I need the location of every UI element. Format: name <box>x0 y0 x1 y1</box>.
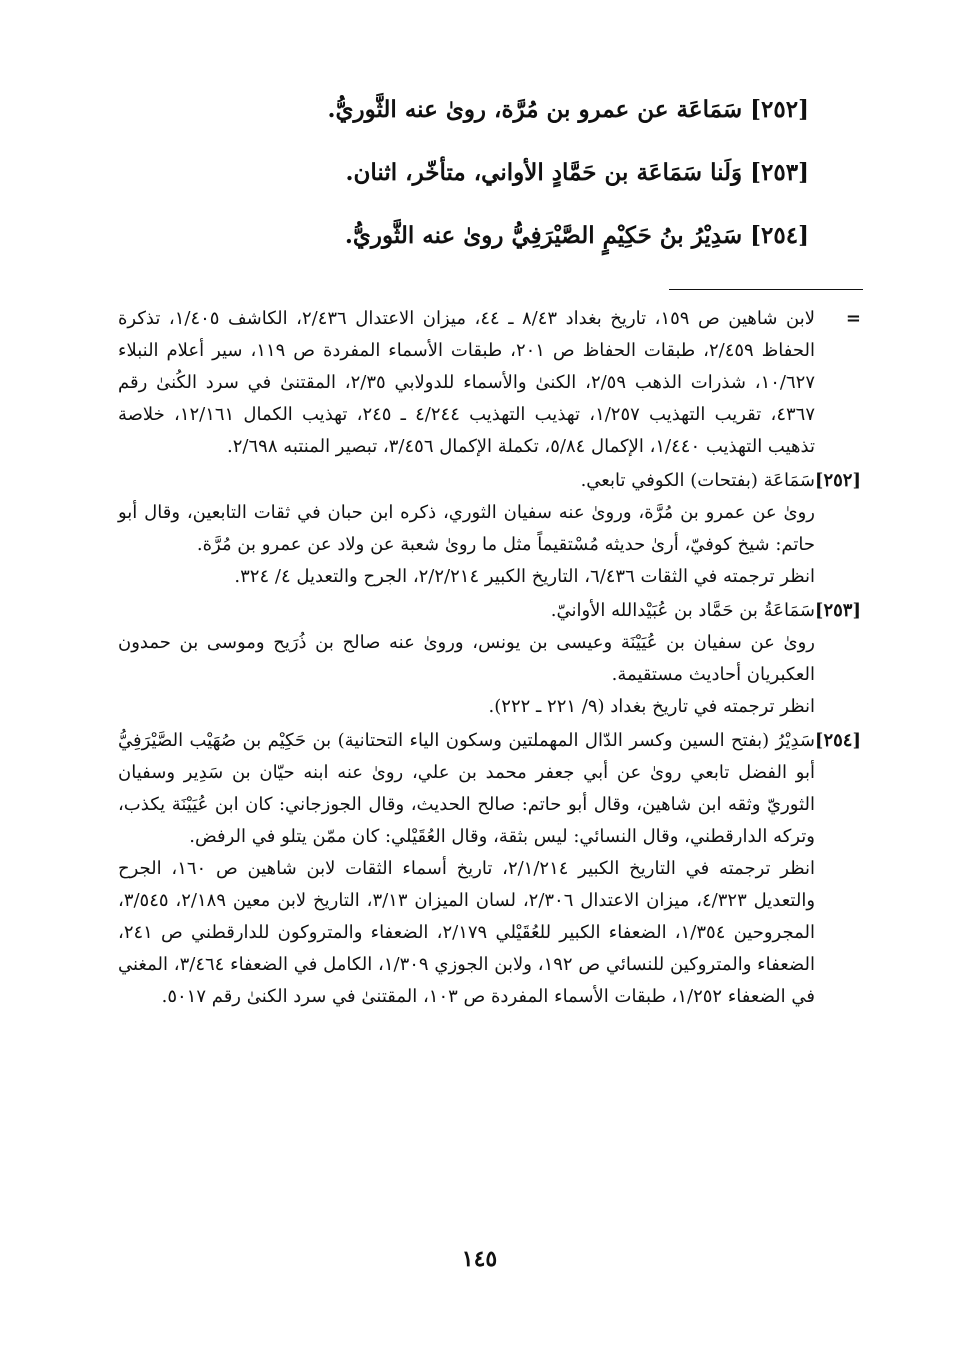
main-entry-254: [٢٥٤] سَدِيْرُ بنُ حَكِيْمٍ الصَّيْرَفِيُّ روىٰ عنه الثَّوريُّ. <box>344 222 809 249</box>
footnote-254 <box>118 725 861 1013</box>
footnote-continuation-text: لابن شاهين ص ١٥٩، تاريخ بغداد ٨/٤٣ ـ ٤٤، ميزان الاعتدال ٢/٤٣٦، الكاشف ١/٤٠٥، تذكرة الحفاظ ٢/٤٥٩، طبقات الحفاظ ص ٢٠١، طبقات الأسماء المفردة ص ١١٩، سير أعلام النبلاء ١٠/٦٢٧، شذرات الذهب ٢/٥٩، الكنىٰ والأسماء للدولابي ٢/٣٥، المقتنىٰ في سرد الكُنىٰ رقم ٤٣٦٧، تقريب التهذيب ١/٢٥٧، تهذيب التهذيب ٤/٢٤٤ ـ ٢٤٥، تهذيب الكمال ١٢/١٦١، خلاصة تذهيب التهذيب ١/٤٤٠، الإكمال ٥/٨٤، تكملة الإكمال ٣/٤٥٦، تبصير المنتبه ٢/٦٩٨. <box>118 308 816 457</box>
main-entry-252: [٢٥٢] سَمَاعَة عن عمرو بن مُرَّة، روىٰ عنه الثَّوريُّ. <box>327 96 809 123</box>
footnote-mark: [٢٥٤] <box>814 730 861 751</box>
main-entry-253: [٢٥٣] وَلَنا سَمَاعَة بن حَمَّادٍ الأواني، متأخّر، اثنان. <box>345 159 809 186</box>
footnote-paragraph: روىٰ عن عمرو بن مُرَّة، وروىٰ عنه سفيان الثوري، ذكره ابن حبان في ثقات التابعين، وقال أبو حاتم: شيخ كوفيّ، أرىٰ حديثه مُسْتقيماً مثل ما روىٰ شعبة عن ولاد عن عمرو بن مُرَّة. <box>118 502 815 555</box>
footnote-mark: [٢٥٢] <box>814 470 861 491</box>
footnote-references: انظر ترجمته في تاريخ بغداد (٩/ ٢٢١ ـ ٢٢٢). <box>488 696 815 717</box>
footnote-mark: [٢٥٣] <box>814 600 861 621</box>
footnote-references: انظر ترجمته في التاريخ الكبير ٢/١/٢١٤، تاريخ أسماء الثقات لابن شاهين ص ١٦٠، الجرح والتعديل ٤/٣٢٣، ميزان الاعتدال ٢/٣٠٦، لسان الميزان ٣/١٣، التاريخ لابن معين ٢/١٨٩، ٣/٥٤٥، المجروحين ١/٣٥٤، الضعفاء الكبير للعُقَيْلي ٢/١٧٩، الضعفاء والمتروكون للدارقطني ص ٢٤١، الضعفاء والمتروكين للنسائي ص ١٩٢، ولابن الجوزي ١/٣٠٩، الكامل في الضعفاء ٣/٤٦٤، المغني في الضعفاء ١/٢٥٢، طبقات الأسماء المفردة ص ١٠٣، المقتنىٰ في سرد الكنىٰ رقم ٥٠١٧. <box>118 858 816 1007</box>
footnote-heading: سَمَاعَة (بفتحات) الكوفي تابعي. <box>580 470 815 491</box>
footnotes <box>118 303 861 1015</box>
page-number: ١٤٥ <box>461 1246 498 1272</box>
footnote-references: انظر ترجمته في الثقات ٦/٤٣٦، التاريخ الكبير ٢/٢/٢١٤، الجرح والتعديل ٤/ ٣٢٤. <box>234 566 815 587</box>
footnote-252 <box>118 465 861 593</box>
footnote-separator <box>669 289 863 290</box>
footnote-heading: سَمَاعَةُ بن حَمَّاد بن عُبَيْدالله الأوانيّ. <box>550 600 815 621</box>
footnote-paragraph: روىٰ عن سفيان بن عُيَيْنَة وعيسى بن يونس، وروىٰ عنه صالح بن ذُرَيح وموسى بن حمدون العكبريان أحاديث مستقيمة. <box>118 632 815 685</box>
main-entries <box>300 86 809 275</box>
footnote-continuation-mark: = <box>845 308 861 329</box>
footnote-continuation <box>118 303 861 463</box>
footnote-paragraph: سَدِيْرُ (بفتح السين وكسر الدّال المهملتين وسكون الياء التحتانية) بن حَكِيْم بن صُهَيْب الصَّيْرَفِيُّ أبو الفضل تابعي روىٰ عن أبي جعفر محمد بن علي، روىٰ عنه ابنه حيّان بن سَدِير وسفيان الثوريّ وثقه ابن شاهين، وقال أبو حاتم: صالح الحديث، وقال الجوزجاني: كان ابن عُيَيْنَة يكذب، وتركه الدارقطني، وقال النسائي: ليس بثقة، وقال العُقَيْلي: كان ممّن يتلو في الرفض. <box>118 730 815 847</box>
footnote-253 <box>118 595 861 723</box>
